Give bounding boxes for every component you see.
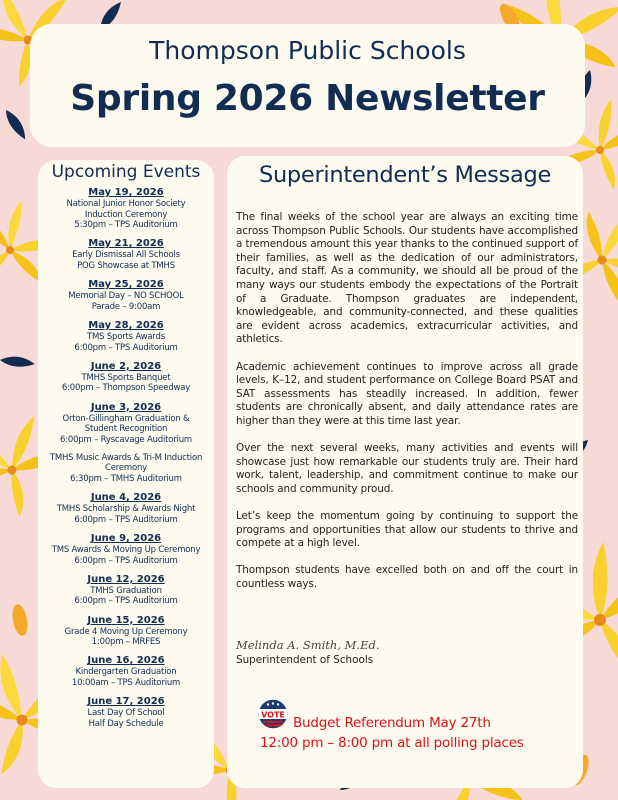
event-date: June 3, 2026 xyxy=(90,401,162,413)
event-date: May 25, 2026 xyxy=(88,279,164,291)
message-paragraph: The final weeks of the school year are always an exciting time across Thompson Public Schools. Our students have accomplished a tremendous amount this year thanks to the continued support of their families, as well as the dedication of our administrators, faculty, and staff. As a community, we should all be proud of the many ways our students embody the expectations of the Portrait of a Graduate. Thompson graduates are independent, knowledgeable, and community-connected, and these qualities are evident across academics, extracurricular activities, and athletics. xyxy=(236,211,579,346)
event-detail: TMS Awards & Moving Up Ceremony xyxy=(51,545,201,556)
event-detail: Memorial Day – NO SCHOOL xyxy=(68,291,184,302)
signature-title: Superintendent of Schools xyxy=(236,654,374,666)
referendum-line-1: Budget Referendum May 27th xyxy=(293,715,491,731)
event-item xyxy=(38,615,214,648)
event-detail: 10:00am – TPS Auditorium xyxy=(71,677,181,688)
event-date: June 2, 2026 xyxy=(90,360,162,372)
event-detail: Grade 4 Moving Up Ceremony xyxy=(64,626,188,637)
event-date: June 4, 2026 xyxy=(90,492,162,504)
event-detail: National Junior Honor Society xyxy=(66,199,186,209)
event-item xyxy=(38,320,214,353)
event-date: June 16, 2026 xyxy=(87,655,165,667)
referendum-line-2: 12:00 pm – 8:00 pm at all polling places xyxy=(260,735,524,751)
message-paragraph: Thompson students have excelled both on and off the court in countless ways. xyxy=(236,564,578,591)
event-item xyxy=(38,533,214,566)
vote-badge-icon xyxy=(257,698,289,730)
event-date: June 12, 2026 xyxy=(87,573,165,585)
event-item xyxy=(38,361,214,394)
event-item xyxy=(38,696,214,729)
event-detail: 6:00pm – TPS Auditorium xyxy=(74,514,178,525)
event-detail: TMHS Sports Banquet xyxy=(81,372,171,383)
event-item xyxy=(38,279,214,312)
event-date: June 9, 2026 xyxy=(90,533,162,545)
newsletter-title: Spring 2026 Newsletter xyxy=(70,78,545,119)
event-item xyxy=(38,655,214,688)
signature: Melinda A. Smith, M.Ed. xyxy=(236,638,380,652)
event-detail: 5:30pm – TPS Auditorium xyxy=(74,220,178,231)
event-detail: Induction Ceremony xyxy=(84,209,168,220)
event-detail: 6:00pm – Thompson Speedway xyxy=(61,383,191,394)
event-detail: Student Recognition xyxy=(84,424,168,435)
event-detail: Early Dismissal All Schools xyxy=(72,250,180,261)
event-detail: 6:00pm – TPS Auditorium xyxy=(74,596,178,607)
event-detail: 1:00pm – MRFES xyxy=(91,637,161,648)
event-detail: 6:30pm – TMHS Auditorium xyxy=(70,474,182,485)
event-date: May 19, 2026 xyxy=(88,187,164,198)
event-date: June 17, 2026 xyxy=(87,696,165,708)
event-item xyxy=(38,238,214,271)
event-detail: 6:00pm – TPS Auditorium xyxy=(74,555,178,566)
event-detail: TMHS Graduation xyxy=(90,585,162,596)
message-title: Superintendent’s Message xyxy=(258,162,551,188)
events-title: Upcoming Events xyxy=(51,162,201,182)
message-paragraph: Let’s keep the momentum going by continuing to support the programs and opportunities that allow our students to thrive and compete at a high level. xyxy=(236,510,578,550)
event-date: June 15, 2026 xyxy=(87,614,165,626)
event-date: May 21, 2026 xyxy=(88,238,164,250)
event-item xyxy=(38,402,214,446)
event-item xyxy=(38,187,214,231)
event-detail: POG Showcase at TMHS xyxy=(77,260,175,271)
event-item xyxy=(38,453,214,485)
message-paragraph: Academic achievement continues to improve across all grade levels, K–12, and student performance on College Board PSAT and SAT assessments has steadily increased. In addition, fewer students are chronically absent, and daily attendance rates are higher than they were at this time last year. xyxy=(236,360,578,427)
event-detail: 6:00pm – Ryscavage Auditorium xyxy=(60,434,192,445)
event-detail: TMHS Scholarship & Awards Night xyxy=(56,504,196,515)
message-body xyxy=(236,211,578,605)
event-detail: 6:00pm – TPS Auditorium xyxy=(74,342,178,353)
message-paragraph: Over the next several weeks, many activities and events will showcase just how remarkable our students truly are. Their hard work, talent, leadership, and commitment continue to make our schools and community proud. xyxy=(236,442,578,495)
event-item xyxy=(38,492,214,525)
event-detail: TMHS Music Awards & Tri-M Induction xyxy=(49,452,203,463)
district-name: Thompson Public Schools xyxy=(149,36,466,65)
event-detail: Half Day Schedule xyxy=(88,718,164,729)
event-date: May 28, 2026 xyxy=(88,319,164,331)
event-item xyxy=(38,574,214,607)
event-detail: Parade – 9:00am xyxy=(91,301,161,312)
vote-badge-label: VOTE xyxy=(261,710,285,720)
events-list xyxy=(38,187,214,737)
event-detail: Ceremony xyxy=(105,463,147,474)
event-detail: TMS Sports Awards xyxy=(87,331,165,342)
event-detail: Last Day Of School xyxy=(87,708,165,719)
event-detail: Orton-Gillingham Graduation & xyxy=(62,413,190,424)
event-detail: Kindergarten Graduation xyxy=(75,667,177,678)
